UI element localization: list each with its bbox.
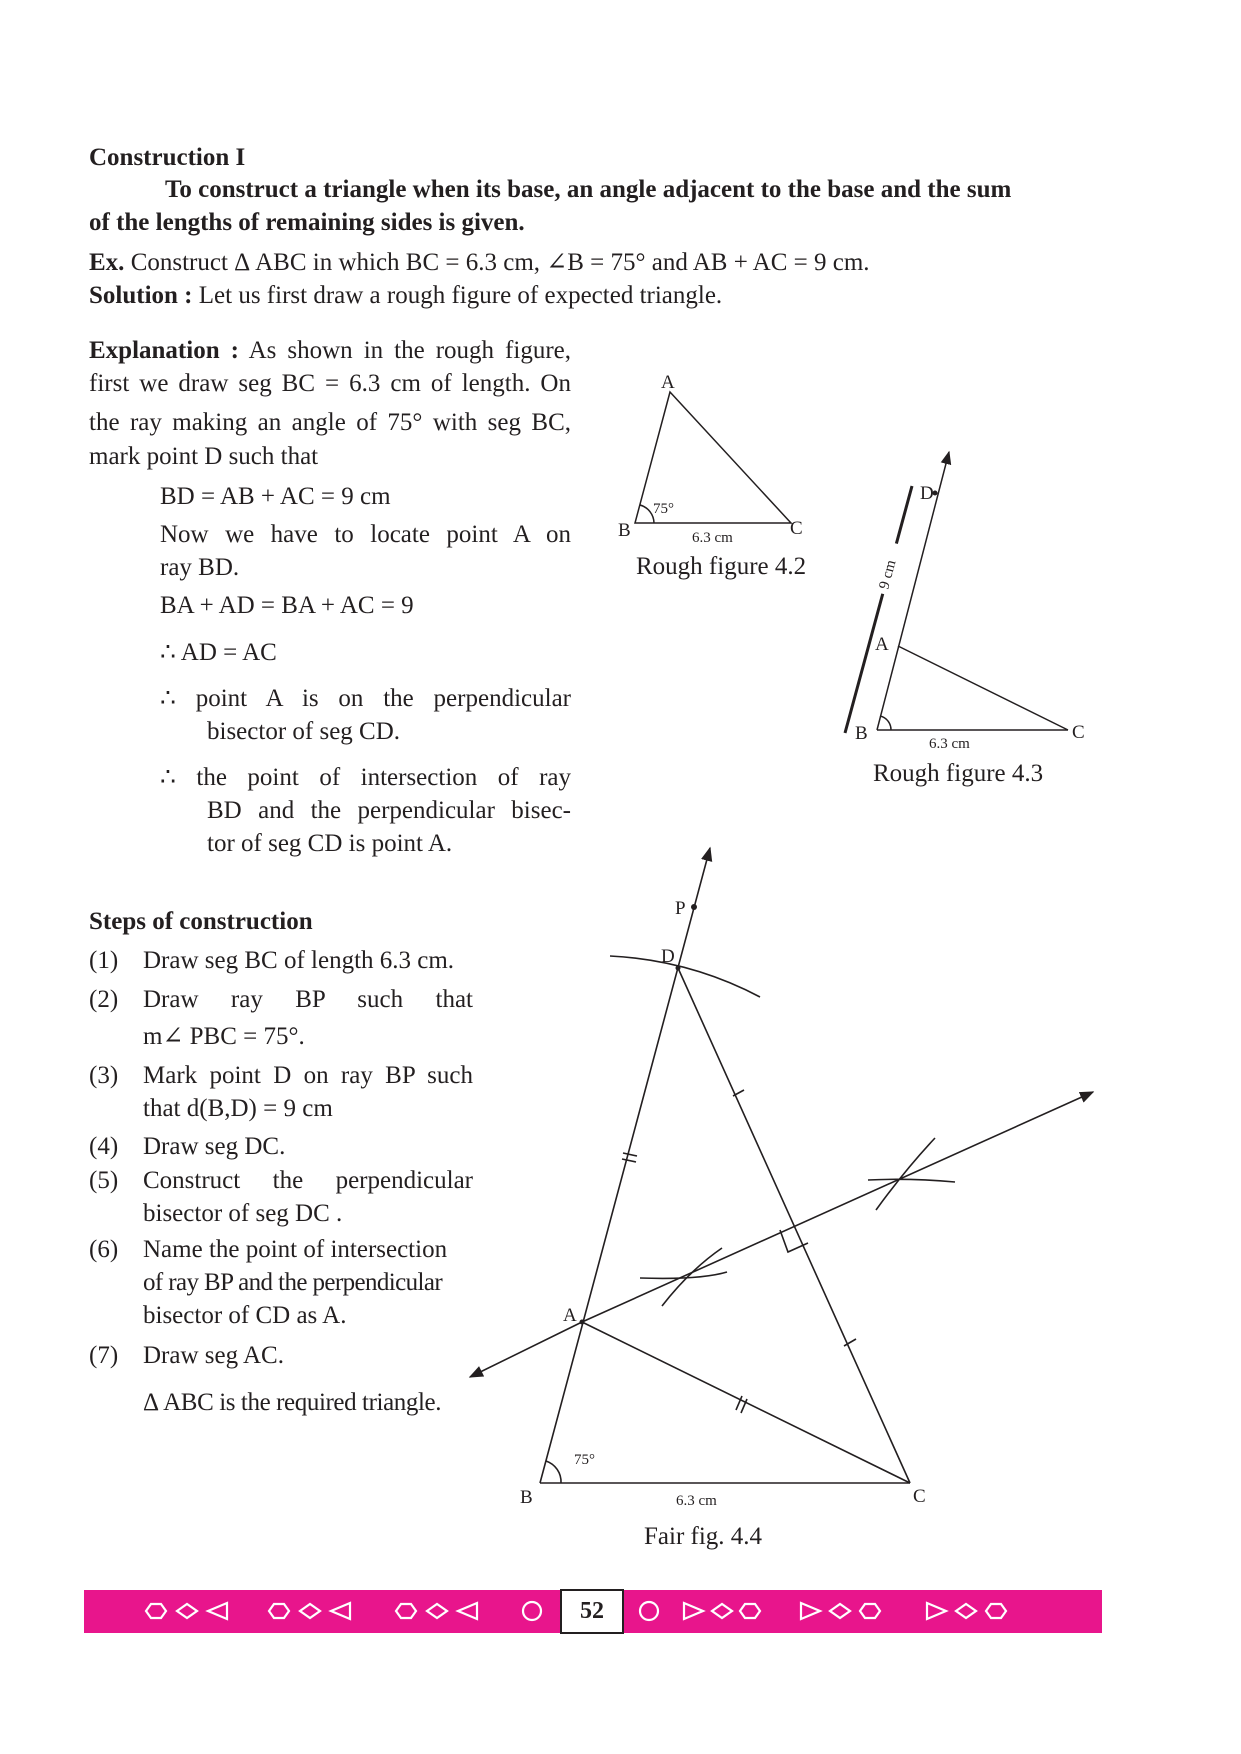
fig43-label-d: D	[920, 483, 934, 504]
diamond-icon	[300, 1604, 320, 1618]
step-3-num: (3)	[89, 1062, 119, 1089]
perp-line-1: ∴ point A is on the perpendicular	[160, 685, 571, 712]
hexagon-icon	[986, 1604, 1006, 1618]
diamond-icon	[177, 1604, 197, 1618]
step-1-line-1: Draw seg BC of length 6.3 cm.	[143, 947, 455, 974]
triangle-right-icon	[801, 1603, 820, 1619]
hexagon-icon	[860, 1604, 880, 1618]
hexagon-icon	[146, 1604, 166, 1618]
bd-equation: BD = AB + AC = 9 cm	[160, 483, 391, 510]
solution-text: Let us first draw a rough figure of expected triangle.	[198, 282, 723, 309]
arc-bisector-upper-2	[876, 1138, 935, 1210]
angle-arc-b	[640, 505, 654, 523]
perp-line-2: bisector of seg CD.	[207, 718, 401, 745]
nine-cm-bar	[845, 486, 912, 733]
fig43-base: 6.3 cm	[929, 736, 970, 752]
bisector-ray-right	[582, 1092, 1093, 1322]
fig43-label-a: A	[875, 634, 889, 655]
point-p	[691, 904, 697, 910]
ad-equation: ∴ AD = AC	[160, 639, 277, 666]
fig42-label-a: A	[661, 372, 675, 393]
step-5-line-2: bisector of seg DC .	[143, 1200, 343, 1227]
fig42-caption: Rough figure 4.2	[636, 553, 807, 580]
page-number: 52	[560, 1589, 624, 1634]
fig42-label-b: B	[618, 520, 631, 541]
fig43-caption: Rough figure 4.3	[873, 760, 1044, 787]
steps-title: Steps of construction	[89, 908, 313, 935]
step-6-num: (6)	[89, 1236, 119, 1263]
fig43-label-b: B	[855, 723, 868, 744]
triangle-right-icon	[684, 1603, 703, 1619]
step-4-line-1: Draw seg DC.	[143, 1133, 286, 1160]
solution-label: Solution :	[89, 282, 193, 309]
circle-icon	[523, 1602, 541, 1620]
hexagon-icon	[269, 1604, 289, 1618]
fig43-len: 9 cm	[876, 558, 900, 592]
explanation-line-4: mark point D such that	[89, 443, 319, 470]
intro-line-2: of the lengths of remaining sides is given.	[89, 209, 525, 236]
hexagon-icon	[740, 1604, 760, 1618]
point-a	[580, 1320, 585, 1325]
explanation-text: As shown in the rough figure,	[248, 337, 571, 364]
fig44-label-a: A	[563, 1305, 577, 1326]
triangle-left-icon	[458, 1603, 477, 1619]
step-1-num: (1)	[89, 947, 119, 974]
tick-ad-1	[623, 1153, 637, 1156]
fig44-base: 6.3 cm	[676, 1493, 717, 1509]
fig44-label-d: D	[661, 946, 675, 967]
sum-equation: BA + AD = BA + AC = 9	[160, 592, 414, 619]
step-2-line-1: Draw ray BP such that	[143, 986, 473, 1013]
step-7-line-1: Draw seg AC.	[143, 1342, 284, 1369]
inter-line-3: tor of seg CD is point A.	[207, 830, 453, 857]
fig42-base: 6.3 cm	[692, 530, 733, 546]
step-5-line-1: Construct the perpendicular	[143, 1167, 473, 1194]
arc-d	[610, 956, 760, 997]
arc-bisector-lower-1	[640, 1272, 727, 1278]
fig44-label-c: C	[913, 1486, 926, 1507]
example-label: Ex.	[89, 249, 125, 276]
bisector-ray-left	[470, 1322, 582, 1377]
point-d	[676, 966, 681, 971]
seg-dc	[678, 968, 910, 1483]
step-6-line-2: of ray BP and the perpendicular	[143, 1269, 443, 1296]
step-4-num: (4)	[89, 1133, 119, 1160]
construction-heading: Construction I	[89, 144, 246, 171]
diamond-icon	[830, 1604, 850, 1618]
arc-bisector-upper-1	[868, 1179, 955, 1182]
inter-line-1: ∴ the point of intersection of ray	[160, 764, 571, 791]
intro-line-1: To construct a triangle when its base, an angle adjacent to the base and the sum	[165, 176, 1012, 203]
step-3-line-2: that d(B,D) = 9 cm	[143, 1095, 333, 1122]
diamond-icon	[712, 1604, 732, 1618]
fig44-label-p: P	[675, 898, 686, 919]
circle-icon	[640, 1602, 658, 1620]
diamond-icon	[956, 1604, 976, 1618]
step-2-line-2: m∠ PBC = 75°.	[143, 1023, 305, 1050]
fig43-label-c: C	[1072, 722, 1085, 743]
angle-arc-b-fair	[546, 1461, 561, 1483]
conclusion: Δ ABC is the required triangle.	[143, 1389, 442, 1416]
explanation-line-3: the ray making an angle of 75° with seg BC,	[89, 409, 571, 436]
step-3-line-1: Mark point D on ray BP such	[143, 1062, 473, 1089]
fair-figure-4-4	[470, 848, 1093, 1483]
diamond-icon	[427, 1604, 447, 1618]
explanation-label: Explanation :	[89, 337, 239, 364]
step-7-num: (7)	[89, 1342, 119, 1369]
explanation-line-2: first we draw seg BC = 6.3 cm of length. On	[89, 370, 571, 397]
fig42-angle: 75°	[653, 501, 674, 517]
locate-line-1: Now we have to locate point A on	[160, 521, 571, 548]
locate-line-2: ray BD.	[160, 554, 240, 581]
step-2-num: (2)	[89, 986, 119, 1013]
inter-line-2: BD and the perpendicular bisec-	[207, 797, 571, 824]
triangle-right-icon	[927, 1603, 946, 1619]
angle-arc-b-rough	[880, 716, 891, 730]
fig44-label-b: B	[520, 1487, 533, 1508]
tick-ad-2	[622, 1159, 636, 1162]
seg-ac-rough	[898, 646, 1068, 730]
hexagon-icon	[396, 1604, 416, 1618]
ray-bp	[540, 848, 710, 1483]
step-6-line-3: bisector of CD as A.	[143, 1302, 347, 1329]
triangle-left-icon	[208, 1603, 227, 1619]
step-6-line-1: Name the point of intersection	[143, 1236, 448, 1263]
step-5-num: (5)	[89, 1167, 119, 1194]
fig44-angle: 75°	[574, 1452, 595, 1468]
fig42-label-c: C	[790, 518, 803, 539]
triangle-left-icon	[331, 1603, 350, 1619]
fig44-caption: Fair fig. 4.4	[644, 1523, 763, 1550]
example-text: Construct Δ ABC in which BC = 6.3 cm, ∠B = 75° and AB + AC = 9 cm.	[130, 249, 870, 276]
